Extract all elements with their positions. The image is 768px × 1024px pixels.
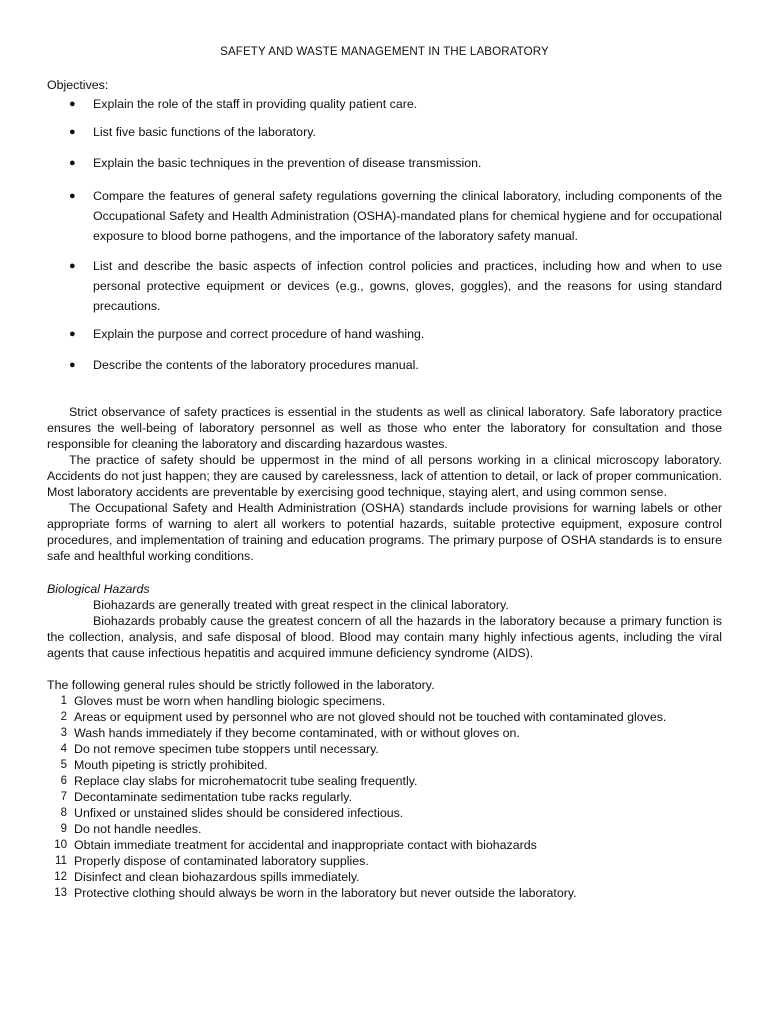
objective-item: ● Compare the features of general safety regulations governing the clinical laboratory, including components of the Occupational Safety and Health Administration (OSHA)-mandated plans for chemical hygiene and for occupational exposure to blood borne pathogens, and the importance of the laboratory safety manual. (47, 186, 722, 246)
document-page (47, 44, 722, 901)
rule-item: 2 Areas or equipment used by personnel who are not gloved should not be touched with contaminated gloves. (60, 710, 667, 724)
rule-item: 11 Properly dispose of contaminated laboratory supplies. (55, 854, 369, 868)
bio-paragraph: Biohazards probably cause the greatest concern of all the hazards in the laboratory because a primary function is the collection, analysis, and safe disposal of blood. Blood may contain many highly infectious agents, including the viral agents that cause infectious hepatitis and acquired immune deficiency syndrome (AIDS). (47, 614, 722, 660)
body-paragraph: The practice of safety should be uppermost in the mind of all persons working in a clinical microscopy laboratory. Accidents do not just happen; they are caused by carelessness, lack of attention to detail, or lack of proper communication. Most laboratory accidents are preventable by exercising good technique, staying alert, and using common sense. (47, 453, 722, 499)
rules-list (47, 693, 722, 901)
objective-item: ● List five basic functions of the laboratory. (69, 125, 316, 139)
section-heading-biological-hazards: Biological Hazards (47, 582, 150, 596)
objective-item: ● Describe the contents of the laboratory procedures manual. (69, 358, 419, 372)
rules-intro: The following general rules should be strictly followed in the laboratory. (47, 678, 435, 692)
rule-item: 13 Protective clothing should always be worn in the laboratory but never outside the laboratory. (54, 886, 577, 900)
rule-item: 3 Wash hands immediately if they become contaminated, with or without gloves on. (60, 726, 520, 740)
document-title: SAFETY AND WASTE MANAGEMENT IN THE LABORATORY (220, 45, 549, 58)
rule-item: 5 Mouth pipeting is strictly prohibited. (60, 758, 268, 772)
objectives-label: Objectives: (47, 78, 109, 92)
rule-item: 10 Obtain immediate treatment for accidental and inappropriate contact with biohazards (54, 838, 537, 852)
objective-item: ● List and describe the basic aspects of infection control policies and practices, including how and when to use personal protective equipment or devices (e.g., gowns, gloves, goggles), and the reasons for using standard precautions. (47, 256, 722, 316)
rule-item: 9 Do not handle needles. (60, 822, 202, 836)
objective-item: ● Explain the basic techniques in the prevention of disease transmission. (69, 156, 482, 170)
bullet-icon: ● (69, 190, 76, 202)
rule-item: 7 Decontaminate sedimentation tube racks regularly. (60, 790, 353, 804)
bullet-icon: ● (69, 157, 76, 169)
bullet-icon: ● (69, 260, 76, 272)
rule-item: 8 Unfixed or unstained slides should be considered infectious. (60, 806, 404, 820)
bullet-icon: ● (69, 359, 76, 371)
bullet-icon: ● (69, 126, 76, 138)
body-paragraph: The Occupational Safety and Health Administration (OSHA) standards include provisions for warning labels or other appropriate forms of warning to alert all workers to potential hazards, suitable protective equipment, exposure control procedures, and implementation of training and education programs. The primary purpose of OSHA standards is to ensure safe and healthful working conditions. (47, 501, 722, 563)
rule-item: 12 Disinfect and clean biohazardous spills immediately. (54, 870, 360, 884)
bio-paragraph: Biohazards are generally treated with great respect in the clinical laboratory. (93, 598, 509, 612)
objective-item: ● Explain the purpose and correct procedure of hand washing. (69, 327, 425, 341)
rule-item: 6 Replace clay slabs for microhematocrit tube sealing frequently. (60, 774, 418, 788)
objective-item: ● Explain the role of the staff in providing quality patient care. (69, 97, 418, 111)
rule-item: 1 Gloves must be worn when handling biologic specimens. (60, 694, 386, 708)
body-paragraph: Strict observance of safety practices is essential in the students as well as clinical laboratory. Safe laboratory practice ensures the well-being of laboratory personnel as well as those who enter the laboratory for consultation and those responsible for cleaning the laboratory and discarding hazardous wastes. (47, 405, 722, 451)
objectives-list (47, 96, 722, 373)
bullet-icon: ● (69, 328, 76, 340)
bullet-icon: ● (69, 98, 76, 110)
rule-item: 4 Do not remove specimen tube stoppers until necessary. (60, 742, 379, 756)
